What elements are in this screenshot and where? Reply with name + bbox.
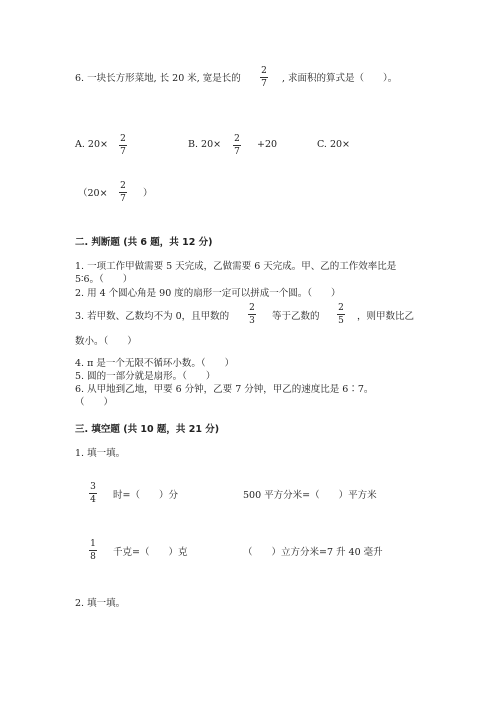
judge-q6-line1: 6. 从甲地到乙地，甲要 6 分钟，乙要 7 分钟，甲乙的速度比是 6∶7。 — [75, 384, 374, 395]
denominator: 7 — [234, 147, 240, 157]
judge-q3-line2: 数小。（ ） — [75, 336, 137, 347]
judge-q5: 5. 圆的一部分就是扇形。（ ） — [75, 371, 216, 382]
judge-q3-fraction-2 — [337, 303, 345, 326]
denominator: 7 — [120, 147, 126, 157]
judge-q2: 2. 用 4 个圆心角是 90 度的扇形一定可以拼成一个圆。（ ） — [75, 288, 341, 299]
numerator: 2 — [234, 134, 240, 144]
section-3-title: 三. 填空题 (共 10 题，共 21 分) — [75, 424, 220, 435]
fill-row1-left: 时=（ ）分 — [113, 490, 178, 501]
numerator: 3 — [90, 482, 96, 492]
numerator: 2 — [338, 303, 344, 313]
fraction-bar — [89, 493, 97, 494]
option-b-suffix: +20 — [257, 139, 278, 150]
numerator: 1 — [90, 539, 96, 549]
option-c-fraction — [119, 181, 127, 204]
fill-row1-fraction — [89, 482, 97, 505]
fill-row1-right: 500 平方分米=（ ）平方米 — [243, 490, 377, 501]
fraction-bar — [89, 550, 97, 551]
denominator: 7 — [261, 79, 267, 89]
fill-row2-right: （ ）立方分米=7 升 40 毫升 — [243, 547, 383, 558]
judge-q4: 4. π 是一个无限不循环小数。（ ） — [75, 358, 235, 369]
judge-q3-after: ，则甲数比乙 — [357, 311, 415, 322]
question-6-text-end: , 求面积的算式是（ ）。 — [282, 73, 398, 84]
judge-q3-before: 3. 若甲数、乙数均不为 0，且甲数的 — [75, 311, 230, 322]
option-b-label: B. 20× — [188, 139, 222, 150]
numerator: 2 — [261, 66, 267, 76]
judge-q1-line2: 5∶6。（ ） — [75, 274, 133, 285]
fraction-bar — [248, 314, 256, 315]
denominator: 3 — [249, 316, 255, 326]
fill-q1: 1. 填一填。 — [75, 448, 126, 459]
fraction-bar — [233, 145, 241, 146]
numerator: 2 — [249, 303, 255, 313]
option-a-fraction — [119, 134, 127, 157]
denominator: 8 — [90, 552, 96, 562]
option-b-fraction — [233, 134, 241, 157]
numerator: 2 — [120, 134, 126, 144]
fraction-bar — [260, 77, 268, 78]
fill-q2: 2. 填一填。 — [75, 598, 126, 609]
option-a-label: A. 20× — [75, 139, 108, 150]
fill-row2-left: 千克=（ ）克 — [113, 547, 188, 558]
denominator: 7 — [120, 194, 126, 204]
judge-q3-fraction-1 — [248, 303, 256, 326]
numerator: 2 — [120, 181, 126, 191]
option-c-continued: （20× — [78, 188, 108, 199]
fraction-bar — [119, 192, 127, 193]
denominator: 5 — [338, 316, 344, 326]
question-6-text: 6. 一块长方形菜地, 长 20 米, 宽是长的 — [75, 73, 241, 84]
judge-q6-line2: （ ） — [75, 397, 114, 408]
fraction-2-7 — [260, 66, 268, 89]
option-c-close: ） — [143, 188, 153, 199]
fill-row2-fraction — [89, 539, 97, 562]
judge-q1-line1: 1. 一项工作甲做需要 5 天完成，乙做需要 6 天完成。甲、乙的工作效率比是 — [75, 261, 397, 272]
fraction-bar — [337, 314, 345, 315]
fraction-bar — [119, 145, 127, 146]
option-c-label: C. 20× — [317, 139, 351, 150]
section-2-title: 二. 判断题 (共 6 题，共 12 分) — [75, 237, 213, 248]
judge-q3-mid: 等于乙数的 — [272, 311, 320, 322]
denominator: 4 — [90, 495, 96, 505]
